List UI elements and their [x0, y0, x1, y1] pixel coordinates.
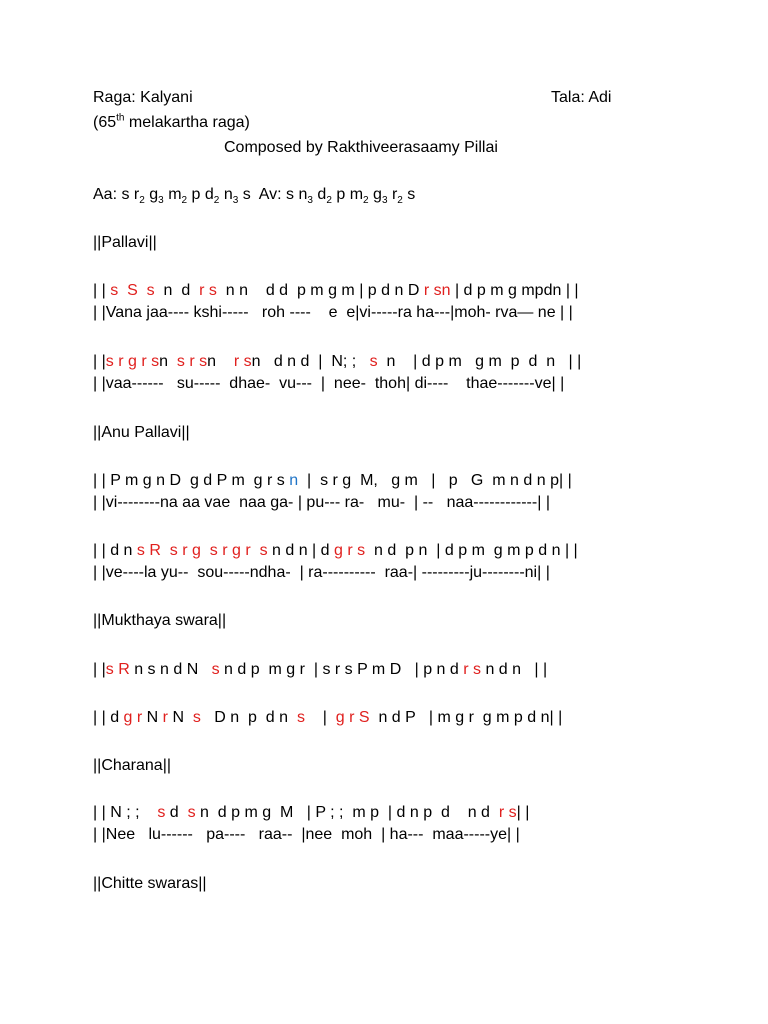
notation-segment: | s r g M, g m | p G m n d n p| |: [298, 472, 572, 489]
notation-segment: n d n | |: [481, 661, 548, 678]
melakartha-note: [93, 113, 250, 133]
highlighted-swara: g r: [123, 709, 143, 726]
highlighted-swara: r s: [463, 661, 482, 678]
notation-segment: n d n | d: [267, 542, 334, 559]
mukthaya-swara-2: [93, 708, 562, 728]
anu-pallavi-lyric-2: | |ve----la yu-- sou-----ndha- | ra---------- raa-| ---------ju--------ni| |: [93, 564, 550, 581]
scale-note: p: [191, 186, 201, 203]
highlighted-swara: r s: [199, 282, 217, 299]
raga-label: Raga: Kalyani: [93, 89, 193, 106]
notation-segment: n n d d p m g m | p d n D: [216, 282, 424, 299]
melakartha-superscript: th: [116, 112, 125, 124]
anu-pallavi-swara-1: [93, 471, 572, 491]
anu-pallavi-lyric-1: | |vi--------na aa vae naa ga- | pu--- ra- mu- | -- naa------------| |: [93, 494, 550, 511]
highlighted-swara: r s: [498, 804, 517, 821]
notation-segment: N: [168, 709, 193, 726]
notation-segment: n s n d N: [129, 661, 212, 678]
avarohanam-notes: [286, 186, 416, 207]
section-chitte-swaras: ||Chitte swaras||: [93, 875, 207, 892]
highlighted-swara: n: [289, 472, 299, 489]
pallavi-swara-1: [93, 281, 579, 301]
scale-note: $m_2$: [349, 186, 369, 207]
notation-segment: | |: [93, 282, 111, 299]
notation-segment: n d p m g M | P ; ; m p | d n p d n d: [195, 804, 499, 821]
notation-segment: n: [159, 353, 177, 370]
notation-segment: | | N ; ;: [93, 804, 158, 821]
scale-note: $g_3$: [373, 186, 388, 207]
notation-segment: n d p n | d p m g m p d n | |: [365, 542, 578, 559]
arohanam-notes: [121, 186, 251, 207]
scale-note: $g_3$: [149, 186, 164, 207]
charana-lyric-1: | |Nee lu------ pa---- raa-- |nee moh | ha--- maa-----ye| |: [93, 826, 520, 843]
notation-segment: |: [304, 709, 336, 726]
notation-segment: n d: [154, 282, 200, 299]
pallavi-swara-2: [93, 352, 581, 372]
notation-segment: n | d p m g m p d n | |: [377, 353, 582, 370]
scale-note: $r_2$: [133, 186, 145, 207]
highlighted-swara: s r s: [176, 353, 208, 370]
scale-note: $n_3$: [298, 186, 313, 207]
section-mukthaya-swara: ||Mukthaya swara||: [93, 612, 227, 629]
notation-segment: | |: [93, 353, 106, 370]
notation-segment: | | d: [93, 709, 124, 726]
scale-note: $r_2$: [391, 186, 403, 207]
scale-note: s: [286, 186, 295, 203]
highlighted-swara: r sn: [423, 282, 451, 299]
notation-segment: d: [165, 804, 188, 821]
scale-note: s: [121, 186, 130, 203]
composer-line: Composed by Rakthiveerasaamy Pillai: [224, 139, 498, 156]
notation-segment: n d n d | N; ;: [251, 353, 370, 370]
highlighted-swara: r: [162, 709, 168, 726]
scale-note: s: [242, 186, 251, 203]
notation-segment: n: [207, 353, 234, 370]
pallavi-lyric-1: | |Vana jaa---- kshi----- roh ---- e e|vi-----ra ha---|moh- rva— ne | |: [93, 304, 573, 321]
avarohanam-label: Av:: [258, 186, 287, 203]
anu-pallavi-swara-2: [93, 541, 578, 561]
highlighted-swara: s: [211, 661, 220, 678]
highlighted-swara: s: [192, 709, 201, 726]
notation-segment: | |: [516, 804, 530, 821]
arohanam-label: Aa:: [93, 186, 122, 203]
notation-segment: n d p m g r | s r s P m D | p n d: [219, 661, 464, 678]
notation-segment: | | d n: [93, 542, 137, 559]
highlighted-swara: g r S: [335, 709, 370, 726]
scale-line: [93, 185, 415, 205]
notation-segment: | | P m g n D g d P m g r s: [93, 472, 290, 489]
scale-note: $n_3$: [223, 186, 239, 207]
highlighted-swara: s R s r g s r g r s: [136, 542, 268, 559]
highlighted-swara: g r s: [334, 542, 366, 559]
highlighted-swara: s: [157, 804, 166, 821]
highlighted-swara: s S s: [110, 282, 155, 299]
tala-label: Tala: Adi: [551, 89, 612, 106]
highlighted-swara: s R: [105, 661, 130, 678]
scale-note: $m_2$: [168, 186, 188, 207]
highlighted-swara: s: [187, 804, 196, 821]
section-pallavi: ||Pallavi||: [93, 234, 157, 251]
highlighted-swara: s: [369, 353, 378, 370]
scale-note: p: [336, 186, 346, 203]
notation-segment: | d p m g mpdn | |: [450, 282, 579, 299]
mukthaya-swara-1: [93, 660, 547, 680]
scale-note: $d_2$: [204, 186, 220, 207]
highlighted-swara: s: [296, 709, 305, 726]
notation-segment: | |: [93, 661, 106, 678]
section-anu-pallavi: ||Anu Pallavi||: [93, 424, 190, 441]
highlighted-swara: s r g r s: [105, 353, 160, 370]
melakartha-prefix: (65: [93, 114, 117, 131]
notation-segment: N: [142, 709, 163, 726]
notation-segment: D n p d n: [200, 709, 297, 726]
scale-note: s: [407, 186, 416, 203]
highlighted-swara: r s: [233, 353, 252, 370]
pallavi-lyric-2: | |vaa------ su----- dhae- vu--- | nee- thoh| di---- thae-------ve| |: [93, 375, 565, 392]
charana-swara-1: [93, 803, 529, 823]
notation-segment: n d P | m g r g m p d n| |: [369, 709, 563, 726]
section-charana: ||Charana||: [93, 757, 171, 774]
scale-note: $d_2$: [317, 186, 332, 207]
melakartha-suffix: melakartha raga): [124, 114, 250, 131]
